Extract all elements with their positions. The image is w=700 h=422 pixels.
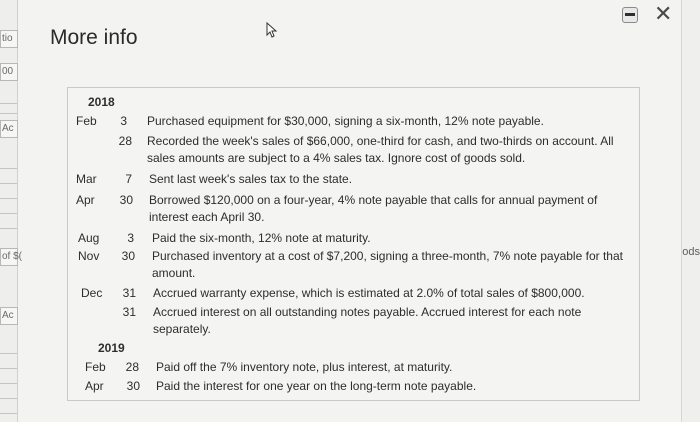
event-description: Accrued warranty expense, which is estimated at 2.0% of total sales of $800,000. (153, 286, 585, 300)
background-cell: 00 (0, 63, 18, 81)
background-row (0, 95, 17, 104)
day-label: 28 (118, 134, 132, 148)
month-label: Aug (78, 231, 100, 245)
day-label: 3 (120, 114, 127, 128)
event-description: Purchased inventory at a cost of $7,200, signing a three-month, 7% note payable for that amount. (152, 249, 623, 280)
year-label: 2019 (98, 341, 125, 355)
day-label: 31 (122, 286, 136, 300)
day-label: 31 (122, 305, 136, 319)
background-row (0, 360, 17, 369)
event-description: Recorded the week's sales of $66,000, one-third for cash, and two-thirds on account. All sales amounts are subject to a 4% sales tax. Ignore cost of goods sold. (147, 134, 614, 165)
day-label: 28 (125, 360, 139, 374)
day-label: 30 (121, 249, 135, 263)
background-row (0, 205, 17, 214)
day-label: 7 (125, 172, 132, 186)
minimize-button[interactable] (622, 7, 638, 23)
background-row (0, 390, 17, 399)
event-description: Sent last week's sales tax to the state. (149, 172, 353, 186)
month-label: Feb (85, 360, 106, 374)
background-cell: Ac (0, 307, 18, 325)
background-cell: Ac (0, 120, 18, 138)
event-description: Borrowed $120,000 on a four-year, 4% note payable that calls for annual payment of interest each April 30. (149, 193, 598, 224)
day-label: 30 (126, 379, 140, 393)
background-row (0, 175, 17, 184)
background-cell: tio (0, 30, 18, 48)
background-row (0, 160, 17, 169)
event-description: Paid the interest for one year on the long-term note payable. (156, 379, 477, 393)
minimize-icon (625, 13, 635, 16)
background-cell: of $( (0, 248, 18, 266)
month-label: Apr (76, 193, 95, 207)
event-description: Purchased equipment for $30,000, signing a six-month, 12% note payable. (147, 114, 544, 128)
month-label: Nov (78, 249, 100, 263)
month-label: Apr (85, 379, 104, 393)
background-spreadsheet-left (0, 0, 23, 422)
month-label: Dec (81, 286, 103, 300)
background-row (0, 405, 17, 414)
background-row (0, 345, 17, 354)
month-label: Mar (76, 172, 97, 186)
month-label: Feb (76, 114, 97, 128)
background-spreadsheet-right (681, 0, 700, 422)
day-label: 3 (127, 231, 134, 245)
dialog-title: More info (50, 26, 138, 49)
event-description: Accrued interest on all outstanding notes payable. Accrued interest for each note separately. (153, 305, 582, 336)
background-row (0, 190, 17, 199)
day-label: 30 (119, 193, 133, 207)
background-row (0, 105, 17, 114)
background-row (0, 375, 17, 384)
close-button[interactable] (654, 2, 672, 26)
mouse-cursor-icon (265, 22, 279, 42)
year-label: 2018 (88, 95, 115, 109)
event-description: Paid off the 7% inventory note, plus interest, at maturity. (156, 360, 453, 374)
event-description: Paid the six-month, 12% note at maturity. (152, 231, 371, 245)
close-icon: ✕ (654, 1, 673, 26)
background-row (0, 220, 17, 229)
background-cell: ods (682, 246, 700, 258)
info-panel (67, 87, 640, 401)
